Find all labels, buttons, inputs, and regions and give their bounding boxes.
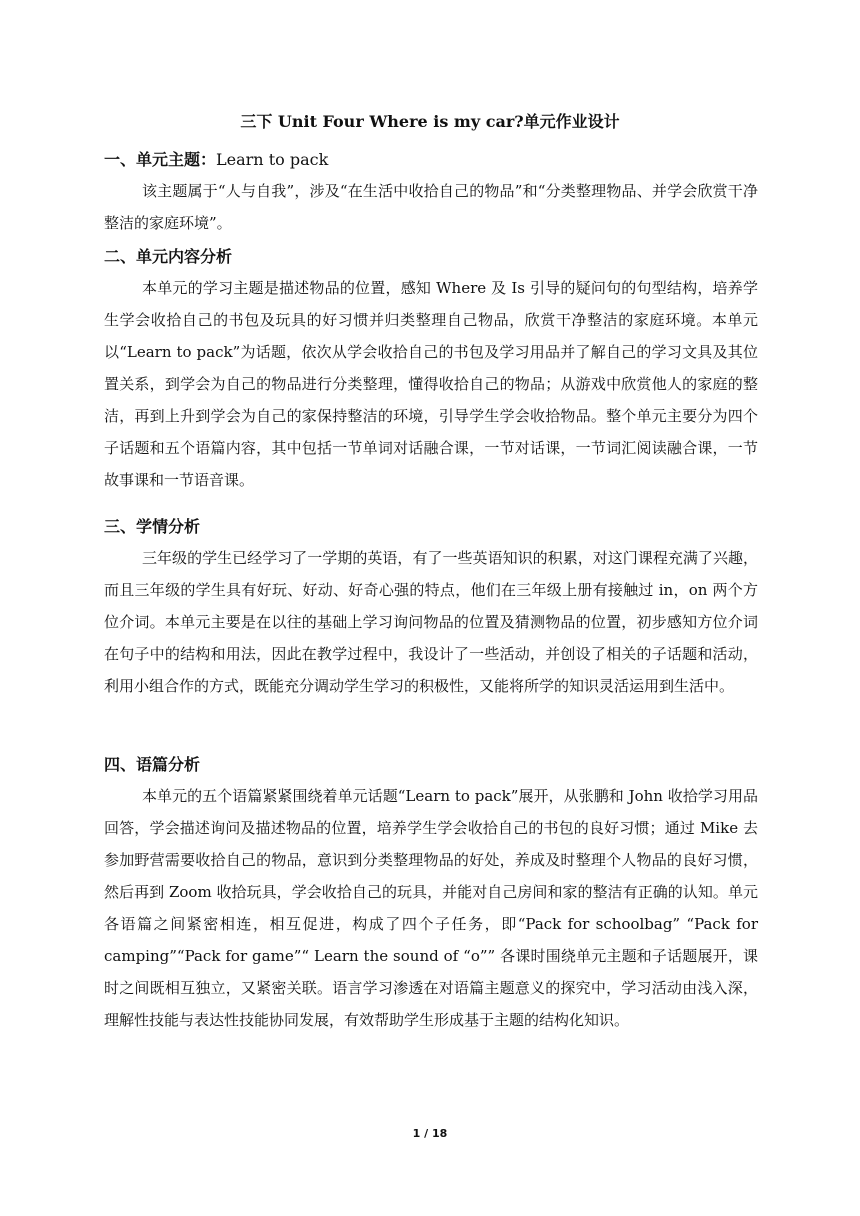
section-heading-label: 四、语篇分析 (104, 755, 201, 774)
section-heading-unit-theme (104, 148, 328, 172)
section-paragraph-unit-theme: 该主题属于“人与自我”，涉及“在生活中收拾自己的物品”和“分类整理物品、并学会欣赏干净整洁的家庭环境”。 (104, 182, 758, 232)
section-heading-label: 一、单元主题： (104, 150, 217, 169)
page-number: 1 / 18 (412, 1127, 448, 1140)
section-heading-content-analysis (104, 245, 232, 269)
section-heading-text-analysis (104, 753, 200, 777)
section-paragraph-text-analysis: 本单元的五个语篇紧紧围绕着单元话题“Learn to pack”展开，从张鹏和 John 收拾学习用品回答，学会描述询问及描述物品的位置，培养学生学会收拾自己的书包的良好习惯；通过 Mike 去参加野营需要收拾自己的物品，意识到分类整理物品的好处，养成及时整理个人物品的良好习惯，然后再到 Zoom 收拾玩具，学会收拾自己的玩具，并能对自己房间和家的整洁有正确的认知。单元各语篇之间紧密相连，相互促进，构成了四个子任务，即“Pack for schoolbag” “Pack for camping”“Pack for game”“ Learn the sound of “o”” 各课时围绕单元主题和子话题展开，课时之间既相互独立，又紧密关联。语言学习渗透在对语篇主题意义的探究中，学习活动由浅入深，理解性技能与表达性技能协同发展，有效帮助学生形成基于主题的结构化知识。 (104, 787, 758, 1029)
section-paragraph-content-analysis: 本单元的学习主题是描述物品的位置，感知 Where 及 Is 引导的疑问句的句型结构，培养学生学会收拾自己的书包及玩具的好习惯并归类整理自己物品，欣赏干净整洁的家庭环境。本单元以“Learn to pack”为话题，依次从学会收拾自己的书包及学习用品并了解自己的学习文具及其位置关系，到学会为自己的物品进行分类整理，懂得收拾自己的物品；从游戏中欣赏他人的家庭的整洁，再到上升到学会为自己的家保持整洁的环境，引导学生学会收拾物品。整个单元主要分为四个子话题和五个语篇内容，其中包括一节单词对话融合课，一节对话课，一节词汇阅读融合课，一节故事课和一节语音课。 (104, 279, 758, 489)
section-heading-suffix: Learn to pack (216, 150, 329, 169)
section-paragraph-student-analysis: 三年级的学生已经学习了一学期的英语，有了一些英语知识的积累，对这门课程充满了兴趣，而且三年级的学生具有好玩、好动、好奇心强的特点，他们在三年级上册有接触过 in，on 两个方位介词。本单元主要是在以往的基础上学习询问物品的位置及猜测物品的位置，初步感知方位介词在句子中的结构和用法，因此在教学过程中，我设计了一些活动，并创设了相关的子话题和活动，利用小组合作的方式，既能充分调动学生学习的积极性，又能将所学的知识灵活运用到生活中。 (104, 549, 758, 695)
section-heading-label: 三、学情分析 (104, 517, 201, 536)
section-heading-label: 二、单元内容分析 (104, 247, 233, 266)
document-title: 三下 Unit Four Where is my car?单元作业设计 (240, 112, 620, 131)
section-heading-student-analysis (104, 515, 200, 539)
